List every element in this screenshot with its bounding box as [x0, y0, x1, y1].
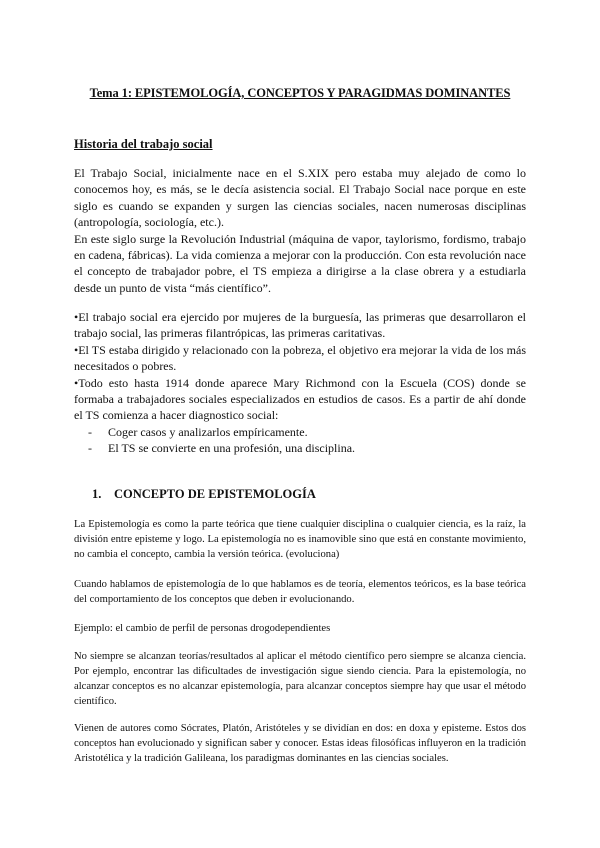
- document-title: Tema 1: EPISTEMOLOGÍA, CONCEPTOS Y PARAGIDMAS DOMINANTES: [89, 86, 511, 100]
- bullet-paragraph: •Todo esto hasta 1914 donde aparece Mary Richmond con la Escuela (COS) donde se formaba a trabajadores sociales especializados en estudios de casos. Es a partir de ahí donde el TS comienza a hacer diagnostico social:: [74, 375, 526, 423]
- paragraph: No siempre se alcanzan teorías/resultados al aplicar el método científico pero siempre se alcanza ciencia. Por ejemplo, encontrar las dificultades de investigación sigue siendo ciencia. Para la epistemología, no alcanzar conceptos es no alcanzar epistemología, para alcanzar conceptos siempre hay que usar el método científico.: [74, 651, 526, 707]
- paragraph: La Epistemología es como la parte teórica que tiene cualquier disciplina o cualquier ciencia, es la raíz, la división entre episteme y logo. La epistemología no es inamovible sino que está en constante movimiento, no cambia el concepto, cambia la versión teórica. (evoluciona): [74, 519, 526, 560]
- section-heading-history: Historia del trabajo social: [74, 137, 213, 151]
- history-intro: [74, 165, 526, 296]
- section-heading-epistemology: [92, 487, 316, 502]
- paragraph: Ejemplo: el cambio de perfil de personas drogodependientes: [74, 623, 331, 634]
- section-heading-text: CONCEPTO DE EPISTEMOLOGÍA: [114, 487, 316, 501]
- section-number: 1.: [92, 487, 102, 501]
- history-bullets: [74, 309, 526, 457]
- paragraph: Vienen de autores como Sócrates, Platón, Aristóteles y se dividían en dos: en doxa y episteme. Estos dos conceptos han evolucionado y significan saber y conocer. Estas ideas filosóficas influyeron en la tradición Aristotélica y la tradición Galileana, los paradigmas dominantes en las ciencias sociales.: [74, 723, 526, 764]
- dash-list: [74, 424, 526, 457]
- list-item: - El TS se convierte en una profesión, una disciplina.: [74, 440, 526, 456]
- list-item: - Coger casos y analizarlos empíricamente.: [74, 424, 526, 440]
- paragraph: En este siglo surge la Revolución Industrial (máquina de vapor, taylorismo, fordismo, trabajo en cadena, fábricas). La vida comienza a mejorar con la producción. Con esta revolución nace el concepto de trabajador pobre, el TS empieza a dirigirse a la clase obrera y a estudiarla desde un punto de vista “más científico”.: [74, 231, 526, 295]
- bullet-paragraph: •El TS estaba dirigido y relacionado con la pobreza, el objetivo era mejorar la vida de los más necesitados o pobres.: [74, 342, 526, 374]
- bullet-paragraph: •El trabajo social era ejercido por mujeres de la burguesía, las primeras que desarrollaron el trabajo social, las primeras filantrópicas, las primeras caritativas.: [74, 310, 526, 341]
- paragraph: Cuando hablamos de epistemología de lo que hablamos es de teoría, elementos teóricos, es la base teórica del comportamiento de los conceptos que deben ir evolucionando.: [74, 579, 526, 605]
- paragraph: El Trabajo Social, inicialmente nace en el S.XIX pero estaba muy alejado de como lo conocemos hoy, es más, se le decía asistencia social. El Trabajo Social nace porque en este siglo es cuando se expanden y surgen las ciencias sociales, nacen numerosas disciplinas (antropología, sociología, etc.).: [74, 166, 526, 230]
